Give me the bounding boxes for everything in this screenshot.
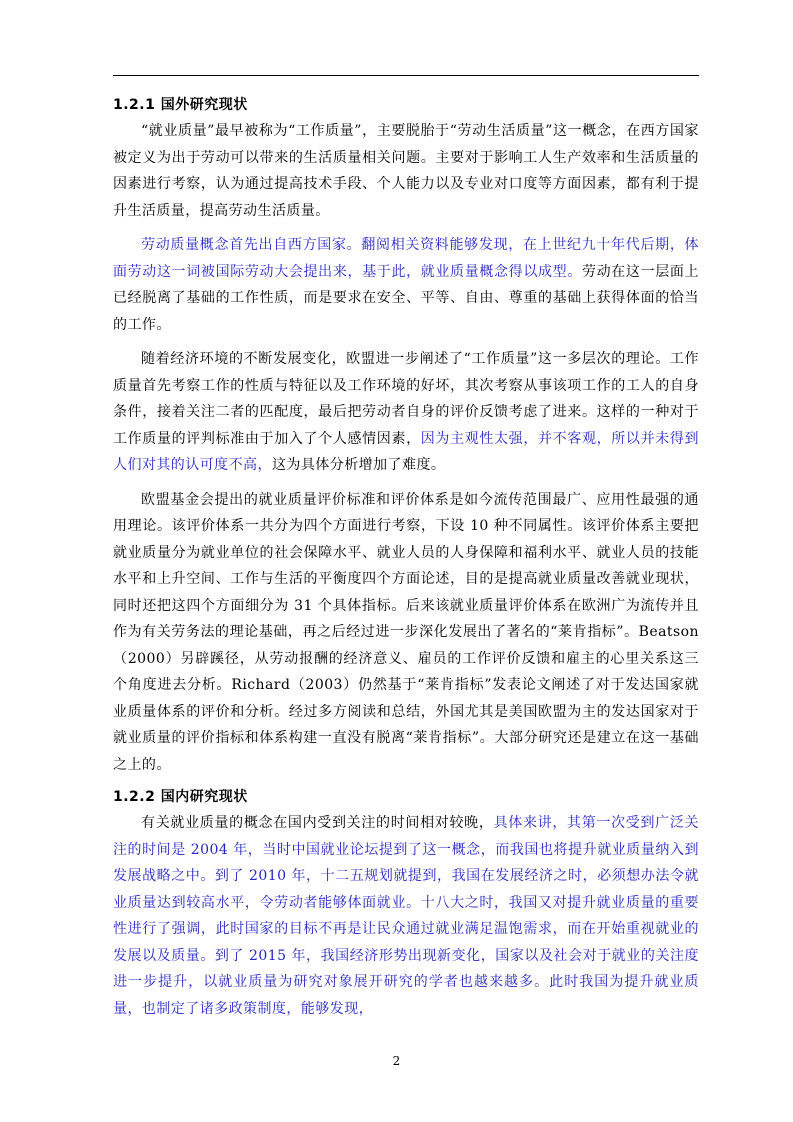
paragraph-text: 这为具体分析增加了难度。 [271, 457, 446, 473]
section-heading-foreign: 1.2.1 国外研究现状 [113, 97, 248, 113]
paragraph-foreign-1: “就业质量”最早被称为“工作质量”，主要脱胎于“劳动生活质量”这一概念，在西方国家被定义为出于劳动可以带来的生活质量相关问题。主要对于影响工人生产效率和生活质量的因素进行考察，认为通过提高技术手段、个人能力以及专业对口度等方面因素，都有利于提升生活质量，提高劳动生活质量。 [113, 123, 699, 219]
highlighted-text: 因为主观性太强，并不客观，所以并未得到人们对其的认可度不高， [113, 430, 699, 473]
document-body [113, 92, 699, 1022]
paragraph-text: 随着经济环境的不断发展变化，欧盟进一步阐述了“工作质量”这一多层次的理论。工作质量首先考察工作的性质与特征以及工作环境的好坏，其次考察从事该项工作的工人的自身条件，接着关注二者的匹配度，最后把劳动者自身的评价反馈考虑了进来。这样的一种对于工作质量的评判标准由于加入了个人感情因素， [113, 351, 699, 447]
section-heading-domestic: 1.2.2 国内研究现状 [113, 789, 248, 805]
highlighted-text: 劳动质量概念首先出自西方国家。翻阅相关资料能够发现，在上世纪九十年代后期，体面劳动这一词被国际劳动大会提出来，基于此，就业质量概念得以成型。 [113, 237, 699, 280]
paragraph-foreign-2 [113, 232, 699, 338]
paragraph-foreign-4: 欧盟基金会提出的就业质量评价标准和评价体系是如今流传范围最广、应用性最强的通用理论。该评价体系一共分为四个方面进行考察，下设 10 种不同属性。该评价体系主要把就业质量分为就业单位的社会保障水平、就业人员的人身保障和福利水平、就业人员的技能水平和上升空间、工作与生活的平衡度四个方面论述，目的是提高就业质量改善就业现状，同时还把这四个方面细分为 31 个具体指标。后来该就业质量评价体系在欧洲广为流传并且作为有关劳务法的理论基础，再之后经过进一步深化发展出了著名的“莱肯指标”。Beatson（2000）另辟蹊径，从劳动报酬的经济意义、雇员的工作评价反馈和雇主的心里关系这三个角度进去分析。Richard（2003）仍然基于“莱肯指标”发表论文阐述了对于发达国家就业质量体系的评价和分析。经过多方阅读和总结，外国尤其是美国欧盟为主的发达国家对于就业质量的评价指标和体系构建一直没有脱离“莱肯指标”。大部分研究还是建立在这一基础之上的。 [113, 491, 699, 773]
paragraph-text: 有关就业质量的概念在国内受到关注的时间相对较晚， [141, 815, 494, 831]
paragraph-foreign-3 [113, 346, 699, 479]
page-number: 2 [392, 1054, 401, 1068]
paragraph-domestic-1 [113, 810, 699, 1022]
paragraph-text: 劳动在这一层面上已经脱离了基础的工作性质，而是要求在安全、平等、自由、尊重的基础上获得体面的恰当的工作。 [113, 263, 699, 333]
highlighted-text: 具体来讲，其第一次受到广泛关注的时间是 2004 年，当时中国就业论坛提到了这一概念，而我国也将提升就业质量纳入到发展战略之中。到了 2010 年，十二五规划就提到，我国在发展经济之时，必须想办法令就业质量达到较高水平，令劳动者能够体面就业。十八大之时，我国又对提升就业质量的重要性进行了强调，此时国家的目标不再是让民众通过就业满足温饱需求，而在开始重视就业的发展以及质量。到了 2015 年，我国经济形势出现新变化，国家以及社会对于就业的关注度进一步提升，以就业质量为研究对象展开研究的学者也越来越多。此时我国为提升就业质量，也制定了诸多政策制度，能够发现， [113, 815, 699, 1017]
header-rule [113, 75, 699, 76]
